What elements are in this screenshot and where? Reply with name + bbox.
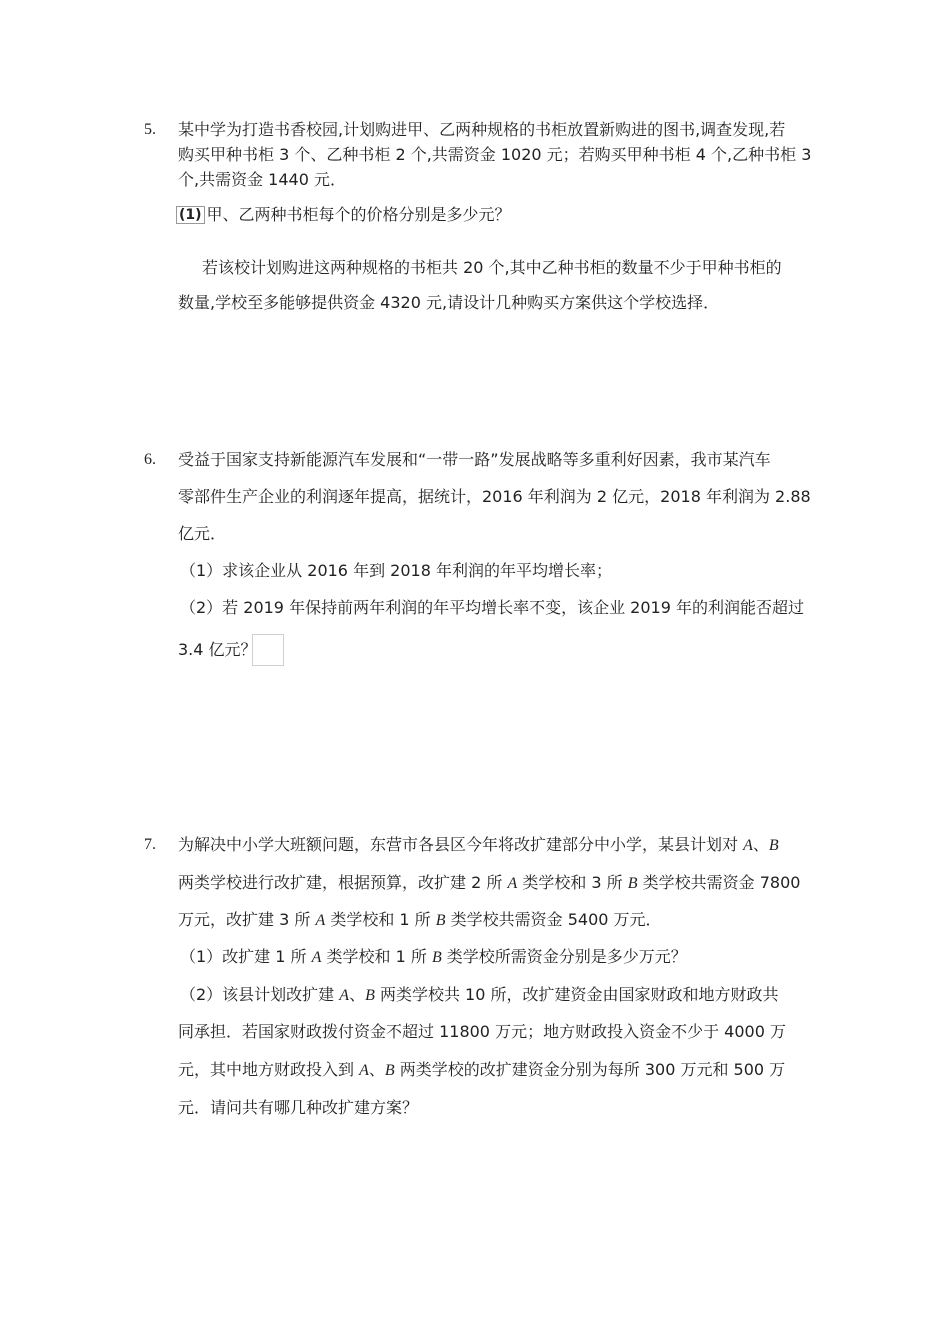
question-number: 5. xyxy=(144,121,156,138)
sub-question-1: （1）求该企业从 2016 年到 2018 年利润的年平均增长率； xyxy=(180,561,612,580)
sub-question-2-line: 同承担．若国家财政拨付资金不超过 11800 万元；地方财政投入资金不少于 4000 万 xyxy=(178,1022,786,1041)
sub-question-2-line: 元．请问共有哪几种改扩建方案？ xyxy=(178,1098,419,1117)
sub-question-2-line: 若该校计划购进这两种规格的书柜共 20 个,其中乙种书柜的数量不少于甲种书柜的 xyxy=(202,258,782,277)
answer-box[interactable] xyxy=(252,634,284,666)
sub-question-text: 甲、乙两种书柜每个的价格分别是多少元？ xyxy=(206,205,511,224)
question-text-line: 两类学校进行改扩建，根据预算，改扩建 2 所 A 类学校和 3 所 B 类学校共需资金 7800 xyxy=(178,873,801,892)
sub-question-2-line: 3.4 亿元？ xyxy=(178,640,257,659)
question-text-line: 万元，改扩建 3 所 A 类学校和 1 所 B 类学校共需资金 5400 万元． xyxy=(178,910,662,929)
part-label: (1) xyxy=(176,206,205,224)
variable-b: B xyxy=(768,837,779,854)
question-text-line: 为解决中小学大班额问题，东营市各县区今年将改扩建部分中小学，某县计划对 A、B xyxy=(178,835,779,854)
question-text-line: 个,共需资金 1440 元． xyxy=(178,170,346,189)
sub-question-2-line: 元，其中地方财政投入到 A、B 两类学校的改扩建资金分别为每所 300 万元和 500 万 xyxy=(178,1060,786,1079)
sub-question-2-line: （2）该县计划改扩建 A、B 两类学校共 10 所，改扩建资金由国家财政和地方财政共 xyxy=(180,985,779,1004)
question-text-line: 某中学为打造书香校园,计划购进甲、乙两种规格的书柜放置新购进的图书,调查发现,若 xyxy=(178,120,786,139)
question-text-line: 购买甲种书柜 3 个、乙种书柜 2 个,共需资金 1020 元；若购买甲种书柜 4 个,乙种书柜 3 xyxy=(178,145,812,164)
question-text-line: 亿元． xyxy=(178,524,227,543)
variable-a: A xyxy=(743,837,753,854)
question-number: 7. xyxy=(144,836,156,853)
question-text-line: 零部件生产企业的利润逐年提高，据统计，2016 年利润为 2 亿元，2018 年利润为 2.88 xyxy=(178,487,811,506)
question-text-line: 受益于国家支持新能源汽车发展和“一带一路”发展战略等多重利好因素，我市某汽车 xyxy=(178,450,771,469)
sub-question-2-line: （2）若 2019 年保持前两年利润的年平均增长率不变，该企业 2019 年的利润能否超过 xyxy=(180,598,804,617)
sub-question-2-line: 数量,学校至多能够提供资金 4320 元,请设计几种购买方案供这个学校选择． xyxy=(178,293,720,312)
sub-question-1 xyxy=(176,205,511,225)
sub-question-1: （1）改扩建 1 所 A 类学校和 1 所 B 类学校所需资金分别是多少万元？ xyxy=(180,947,687,966)
question-number: 6. xyxy=(144,451,156,468)
